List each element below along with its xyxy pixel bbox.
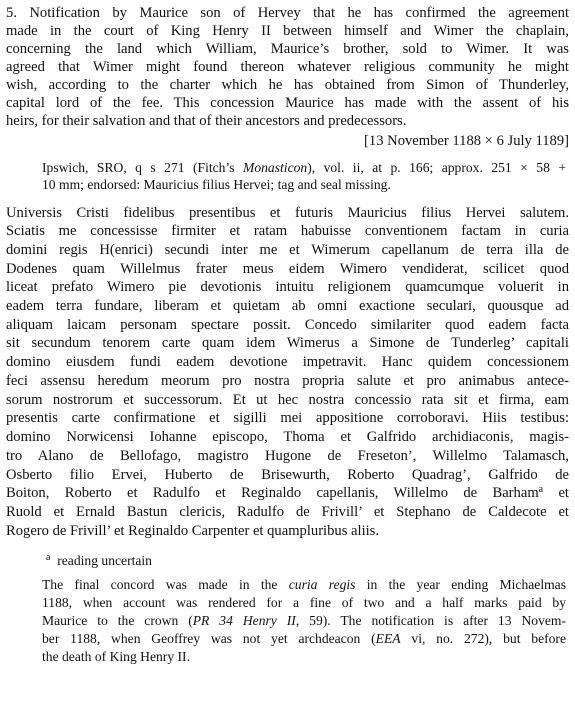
source-text: Ipswich, SRO, q s 271 (Fitch’s: [42, 160, 244, 175]
source-line: 10 mm; endorsed: Mauricius filius Hervei; tag and seal missing.: [42, 177, 391, 192]
note-line: [42, 631, 566, 647]
charter-line: liceat prefato Wimero pie devotionis intuitu religionem quamcumque voluerit in: [6, 279, 569, 295]
charter-line: sit secundum tenorem carte quam idem Wimerus a Simone de Tunderleg’ capitali: [6, 335, 569, 351]
charter-line: Osberto filio Ervei, Huberto de Brisewurth, Roberto Quadrag’, Galfrido de: [6, 467, 569, 483]
footnote-text: reading uncertain: [57, 553, 152, 568]
footnote-line: [46, 553, 152, 569]
charter-line: feci assensu heredum meorum pro nostra propria salute et pro animabus antece-: [6, 373, 569, 389]
charter-line: [6, 485, 569, 502]
note-line: [42, 613, 566, 629]
note-line: 1188, when account was rendered for a fine of two and a half marks paid by: [42, 595, 566, 610]
charter-line: domino eiusdem fundi eadem devotione impetravit. Hanc quidem concessionem: [6, 354, 569, 370]
source-title: Monasticon: [243, 160, 308, 175]
charter-line: domino Norwicensi Iohanne episcopo, Thoma et Galfrido archidiaconis, magis-: [6, 429, 569, 445]
source-line: [42, 160, 566, 176]
charter-line: Sciatis me concessisse firmiter et ratam habuisse conventionem factam in curia: [6, 223, 569, 239]
note-line: the death of King Henry II.: [42, 649, 190, 664]
note-italic: curia regis: [288, 577, 356, 592]
footnote-marker: a: [538, 484, 544, 495]
note-text: The final concord was made in the: [42, 577, 289, 592]
summary-line: 5. Notification by Maurice son of Hervey that he has confirmed the agreement: [6, 5, 569, 21]
charter-text-fragment: Boiton, Roberto et Radulfo et Reginaldo capellanis, Willelmo de Barham: [6, 485, 539, 501]
charter-line: aliquam laicam personam spectare possit. Concedo similariter quod eadem facta: [6, 317, 569, 333]
summary-line: made in the court of King Henry II between himself and Wimer the chaplain,: [6, 23, 569, 39]
note-text: vi, no. 272), but before: [400, 631, 566, 646]
note-italic: PR 34 Henry II: [192, 613, 296, 628]
date-range: [13 November 1188 × 6 July 1189]: [364, 133, 569, 149]
charter-line: Ruold et Ernald Bastun clericis, Radulfo de Frivill’ et Stephano de Caldecote et: [6, 504, 569, 520]
charter-line: Dodenes quam Willelmus frater meus eidem Wimero vendiderat, scilicet quod: [6, 261, 569, 277]
footnote-marker: a: [46, 552, 51, 563]
note-text: ber 1188, when Geoffrey was not yet archdeacon (: [42, 631, 376, 646]
charter-line: eadem terra fundare, liberam et quietam ab omni exactione seculari, quousque ad: [6, 298, 569, 314]
charter-line: domini regis H(enrici) secundi inter me et Wimerum capellanum de terra illa de: [6, 242, 569, 258]
charter-line: Universis Cristi fidelibus presentibus et futuris Mauricius filius Hervei salutem.: [6, 205, 569, 221]
summary-line: heirs, for their salvation and that of their ancestors and predecessors.: [6, 113, 407, 129]
note-italic: EEA: [375, 631, 401, 646]
summary-line: concerning the land which William, Maurice’s brother, sold to Wimer. It was: [6, 41, 569, 57]
summary-line: agreed that Wimer might found thereon whatever religious community he might: [6, 59, 569, 75]
note-text: Maurice to the crown (: [42, 613, 193, 628]
charter-text-fragment: et: [543, 485, 569, 501]
summary-line: wish, according to the charter which he has obtained from Simon of Thunderley,: [6, 77, 569, 93]
charter-line: sorum nostrorum et successorum. Et ut hec nostra concessio rata sit et firma, eam: [6, 392, 569, 408]
charter-line: Rogero de Frivill’ et Reginaldo Carpenter et quampluribus aliis.: [6, 523, 380, 539]
charter-line: tro Alano de Bellofago, magistro Hugone de Freseton’, Willelmo Talamasch,: [6, 448, 569, 464]
note-text: in the year ending Michaelmas: [355, 577, 567, 592]
summary-line: capital lord of the fee. This concession Maurice has made with the assent of his: [6, 95, 569, 111]
source-text: ), vol. ii, at p. 166; approx. 251 × 58 +: [307, 160, 566, 175]
note-line: [42, 577, 566, 593]
note-text: , 59). The notification is after 13 Novem-: [295, 613, 566, 628]
charter-line: presentis carte confirmatione et sigilli mei appositione corroboravi. Hiis testibus:: [6, 410, 569, 426]
